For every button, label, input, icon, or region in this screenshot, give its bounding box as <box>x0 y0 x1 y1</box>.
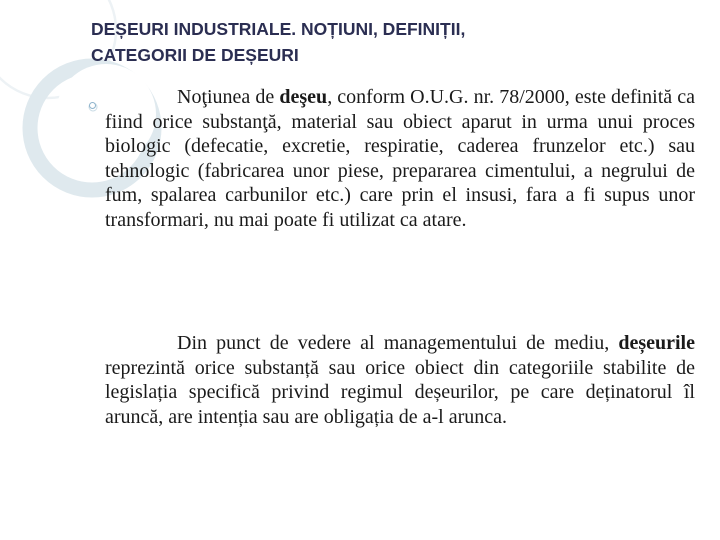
paragraph-1-lead: Noţiunea de <box>177 86 280 108</box>
slide-title-line-2: CATEGORII DE DEȘEURI <box>91 45 299 65</box>
management-paragraph <box>105 331 695 429</box>
slide-title <box>91 16 691 68</box>
slide-title-line-1: DEȘEURI INDUSTRIALE. NOȚIUNI, DEFINIȚII, <box>91 19 466 39</box>
paragraph-2-body: reprezintă orice substanță sau orice obiect din categoriile stabilite de legislația specifică privind regimul deșeurilor, pe care deținatorul îl aruncă, are intenția sau are obligația de a-l arunca. <box>105 356 695 428</box>
bullet-icon <box>89 102 96 109</box>
paragraph-2-term: deșeurile <box>618 332 695 354</box>
definition-paragraph <box>105 85 695 232</box>
paragraph-2-lead: Din punct de vedere al managementului de mediu, <box>177 332 619 354</box>
paragraph-1-term: deşeu <box>279 86 328 108</box>
paragraph-1-body: , conform O.U.G. nr. 78/2000, este definită ca fiind orice substanţă, material sau obiect aparut in urma unui proces biologic (defecatie, excretie, respiratie, caderea frunzelor etc.) sau tehnologic (fabricarea unor piese, prepararea cimentului, a negrului de fum, spalarea carbunilor etc.) care prin el insusi, fara a fi supus unor transformari, nu mai poate fi utilizat ca atare. <box>105 86 695 231</box>
